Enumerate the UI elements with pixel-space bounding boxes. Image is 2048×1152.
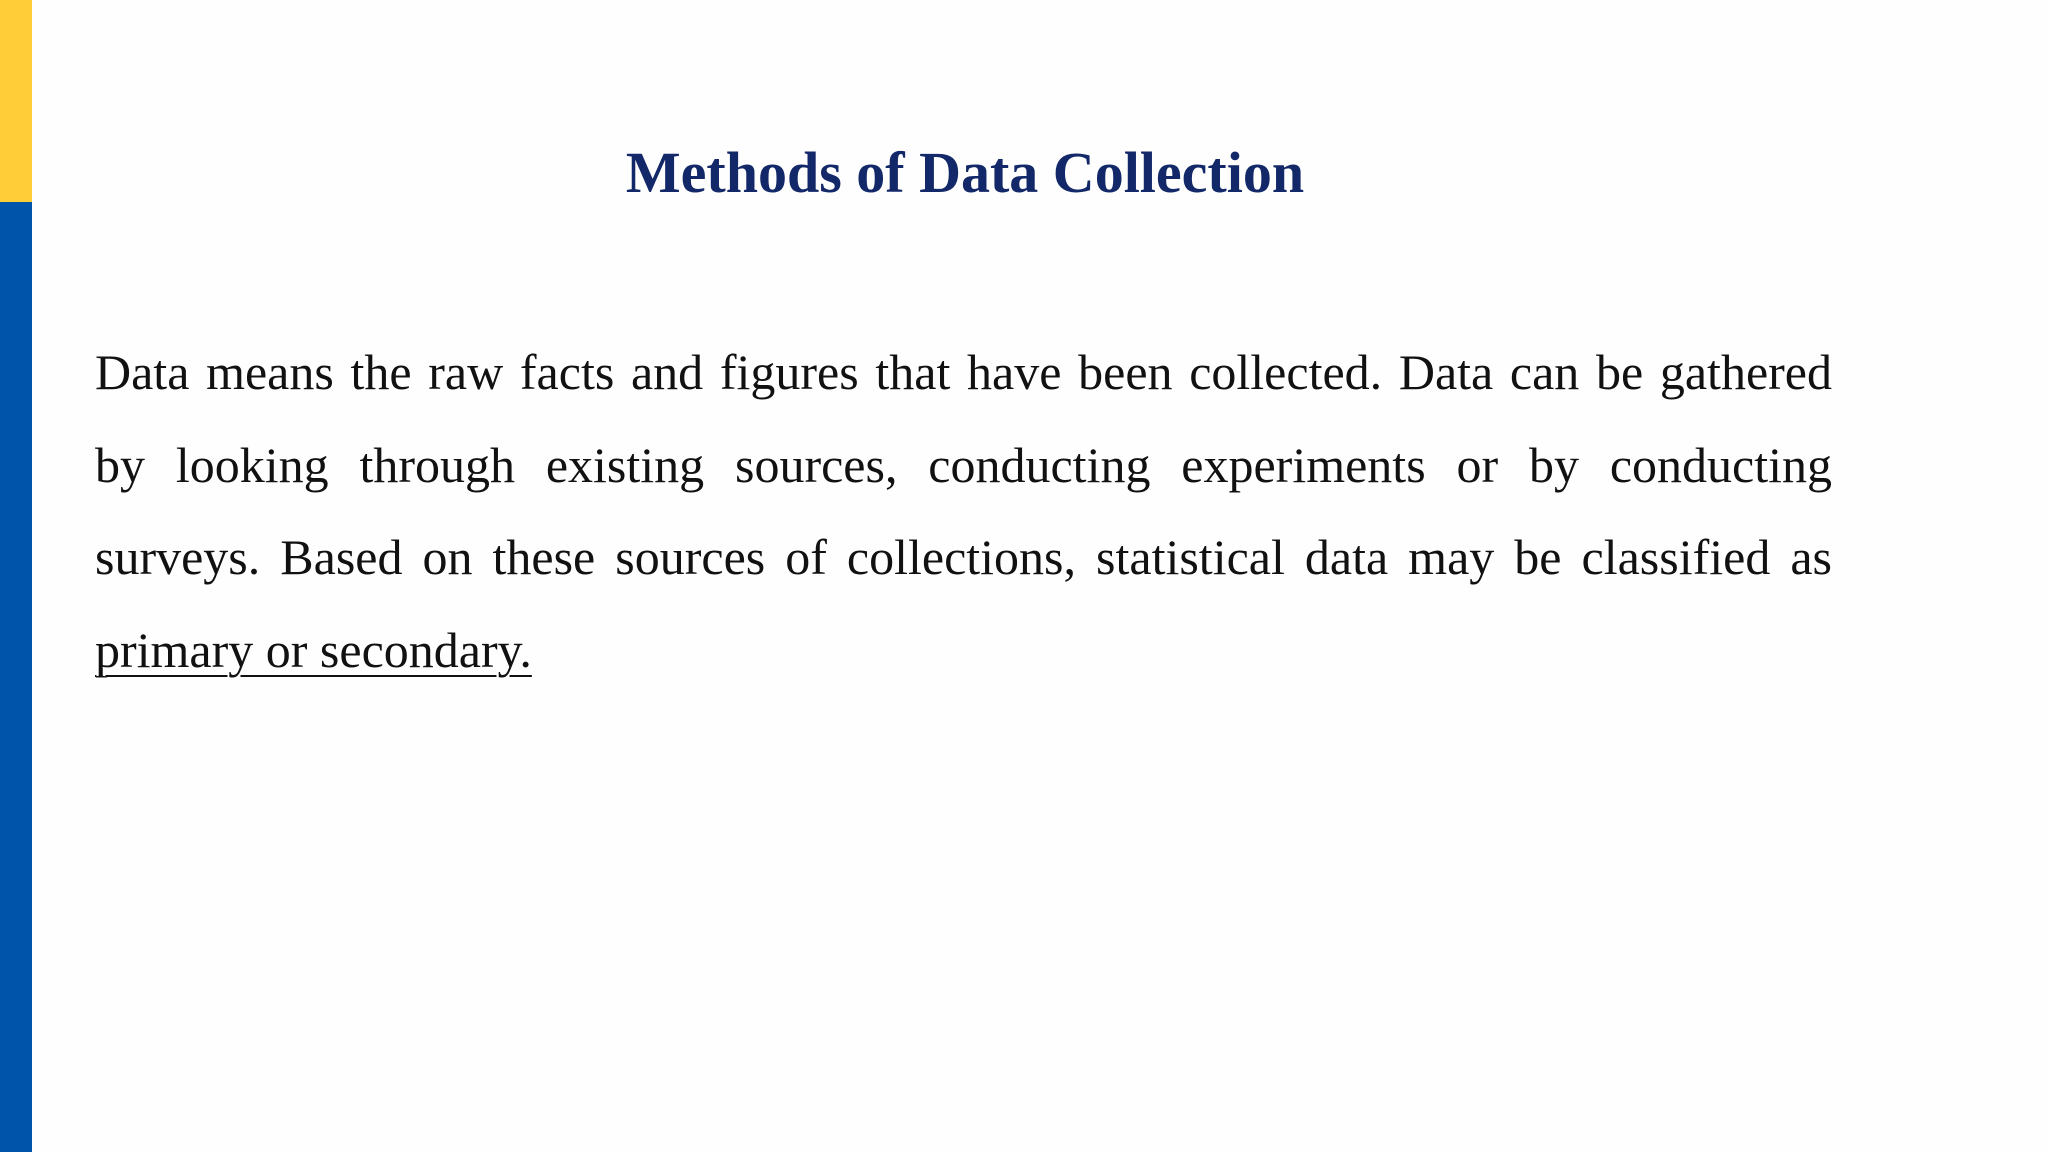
slide-title: Methods of Data Collection	[625, 140, 1305, 205]
accent-bar-blue	[0, 202, 32, 1152]
paragraph-underlined-text: primary or secondary.	[95, 621, 532, 678]
paragraph-text: Data means the raw facts and figures that have been collected. Data can be gathered by looking through existing sources, conducting experiments or by conducting surveys. Based on these sources of collections, statistical data may be classified as	[95, 344, 1832, 585]
body-paragraph	[95, 326, 1832, 696]
